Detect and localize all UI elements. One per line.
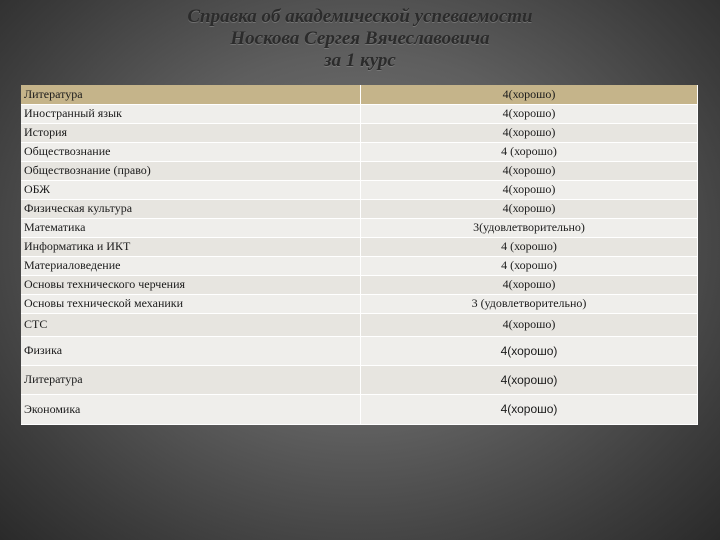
title-line-3: за 1 курс — [324, 50, 396, 71]
subject-cell: Обществознание — [21, 142, 361, 161]
grade-cell: 4(хорошо) — [361, 365, 698, 394]
table-row — [21, 161, 698, 180]
subject-cell: Обществознание (право) — [21, 161, 361, 180]
subject-cell: Экономика — [21, 394, 361, 424]
table-row — [21, 336, 698, 365]
title-line-2: Носкова Сергея Вячеславовича — [230, 28, 490, 49]
grade-cell: 4(хорошо) — [361, 336, 698, 365]
grade-cell: 3(удовлетворительно) — [361, 218, 698, 237]
grade-cell: 4(хорошо) — [361, 161, 698, 180]
grade-cell: 4(хорошо) — [361, 394, 698, 424]
grade-cell: 4 (хорошо) — [361, 237, 698, 256]
grade-cell: 4(хорошо) — [361, 85, 698, 104]
title-line-1: Справка об академической успеваемости — [187, 6, 533, 27]
table-row — [21, 142, 698, 161]
table-row — [21, 123, 698, 142]
table-row — [21, 199, 698, 218]
grade-cell: 4(хорошо) — [361, 313, 698, 336]
grade-cell: 4 (хорошо) — [361, 256, 698, 275]
subject-cell: Литература — [21, 85, 361, 104]
subject-cell: Основы технической механики — [21, 294, 361, 313]
subject-cell: История — [21, 123, 361, 142]
grade-cell: 4(хорошо) — [361, 104, 698, 123]
subject-cell: Физика — [21, 336, 361, 365]
subject-cell: ОБЖ — [21, 180, 361, 199]
subject-cell: Материаловедение — [21, 256, 361, 275]
table-row — [21, 313, 698, 336]
table-row — [21, 85, 698, 104]
table-row — [21, 237, 698, 256]
table-row — [21, 275, 698, 294]
subject-cell: СТС — [21, 313, 361, 336]
table-row — [21, 104, 698, 123]
grade-cell: 4(хорошо) — [361, 199, 698, 218]
grade-cell: 4 (хорошо) — [361, 142, 698, 161]
table-row — [21, 294, 698, 313]
subject-cell: Информатика и ИКТ — [21, 237, 361, 256]
subject-cell: Иностранный язык — [21, 104, 361, 123]
grade-cell: 4(хорошо) — [361, 180, 698, 199]
grade-cell: 4(хорошо) — [361, 275, 698, 294]
grade-cell: 3 (удовлетворительно) — [361, 294, 698, 313]
table-row — [21, 365, 698, 394]
table-row — [21, 180, 698, 199]
subject-cell: Физическая культура — [21, 199, 361, 218]
page-title — [0, 6, 720, 72]
subject-cell: Математика — [21, 218, 361, 237]
subject-cell: Основы технического черчения — [21, 275, 361, 294]
table-row — [21, 394, 698, 424]
table-row — [21, 256, 698, 275]
grades-table — [21, 85, 698, 425]
grade-cell: 4(хорошо) — [361, 123, 698, 142]
table-row — [21, 218, 698, 237]
subject-cell: Литература — [21, 365, 361, 394]
